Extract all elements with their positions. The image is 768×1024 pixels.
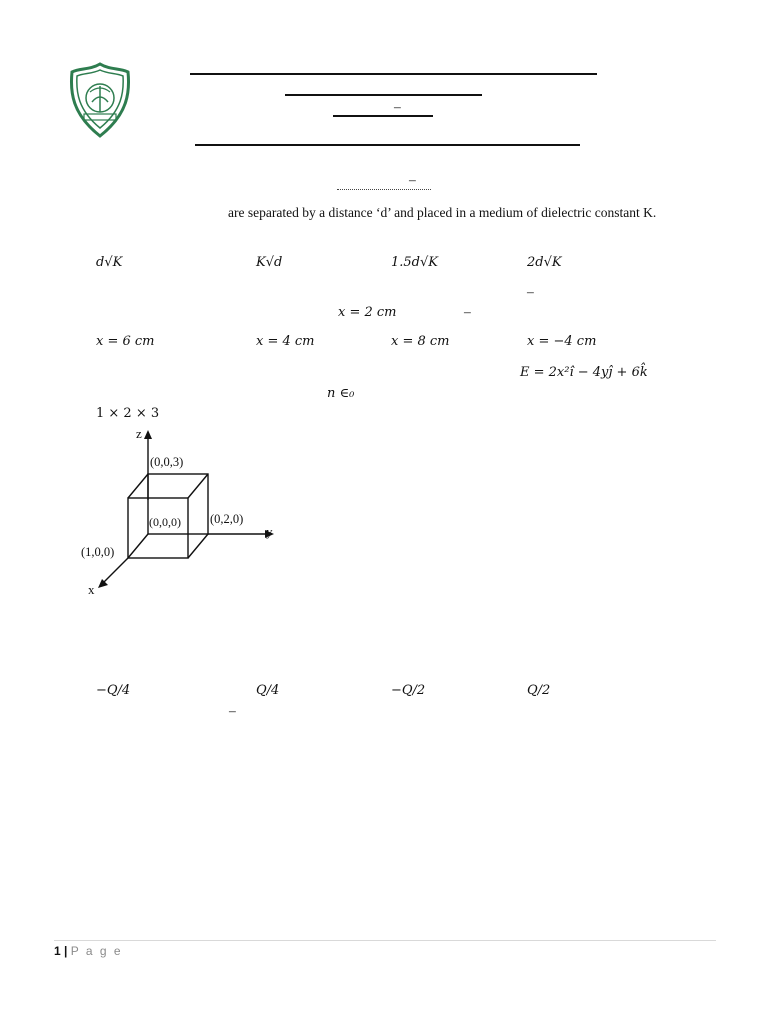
q2-option-c: x = 8 cm — [391, 334, 450, 349]
q4-option-b: Q/4 — [256, 683, 280, 698]
header-rule-1 — [190, 73, 597, 75]
q4-option-a: −Q/4 — [96, 683, 131, 698]
page-label: P a g e — [70, 944, 123, 958]
q3-dimensions: 1 × 2 × 3 — [96, 406, 160, 421]
q1-dash: – — [409, 172, 416, 187]
q4-option-c: −Q/2 — [391, 683, 426, 698]
q2-option-a: x = 6 cm — [96, 334, 155, 349]
q1-text: are separated by a distance ‘d’ and placed in a medium of dielectric constant K. — [228, 205, 657, 220]
q2-dash-top: – — [527, 284, 534, 299]
fig-point-003: (0,0,3) — [150, 455, 184, 469]
q4-dash: – — [229, 703, 236, 718]
footer-rule — [54, 940, 716, 941]
fig-y-label: y — [266, 524, 273, 539]
school-crest-logo — [66, 62, 134, 138]
fig-point-000: (0,0,0) — [149, 515, 181, 529]
fig-point-020: (0,2,0) — [210, 512, 244, 526]
header-rule-2 — [285, 94, 482, 96]
header-dash: – — [394, 99, 401, 114]
cuboid-figure — [76, 424, 286, 604]
page-number: 1 — [54, 944, 61, 958]
q4-option-d: Q/2 — [527, 683, 551, 698]
header-rule-3 — [333, 115, 433, 117]
q2-dash: – — [464, 304, 471, 319]
fig-x-label: x — [88, 582, 95, 597]
q2-option-d: x = −4 cm — [527, 334, 597, 349]
page-separator: | — [64, 944, 68, 958]
header-rule-4 — [195, 144, 580, 146]
q2-given-position: x = 2 cm — [338, 305, 397, 320]
q3-answer-form: n ∈₀ — [327, 386, 355, 401]
q1-dotted-underline — [337, 189, 431, 190]
q2-option-b: x = 4 cm — [256, 334, 315, 349]
fig-z-label: z — [136, 426, 142, 441]
page-footer — [54, 944, 123, 958]
q1-option-a: d√K — [96, 255, 123, 270]
q1-option-b: K√d — [256, 255, 283, 270]
q3-electric-field: E = 2x²î − 4yĵ + 6k̂ — [520, 365, 648, 380]
q1-option-c: 1.5d√K — [391, 255, 438, 270]
q1-option-d: 2d√K — [527, 255, 562, 270]
fig-point-100: (1,0,0) — [81, 545, 115, 559]
